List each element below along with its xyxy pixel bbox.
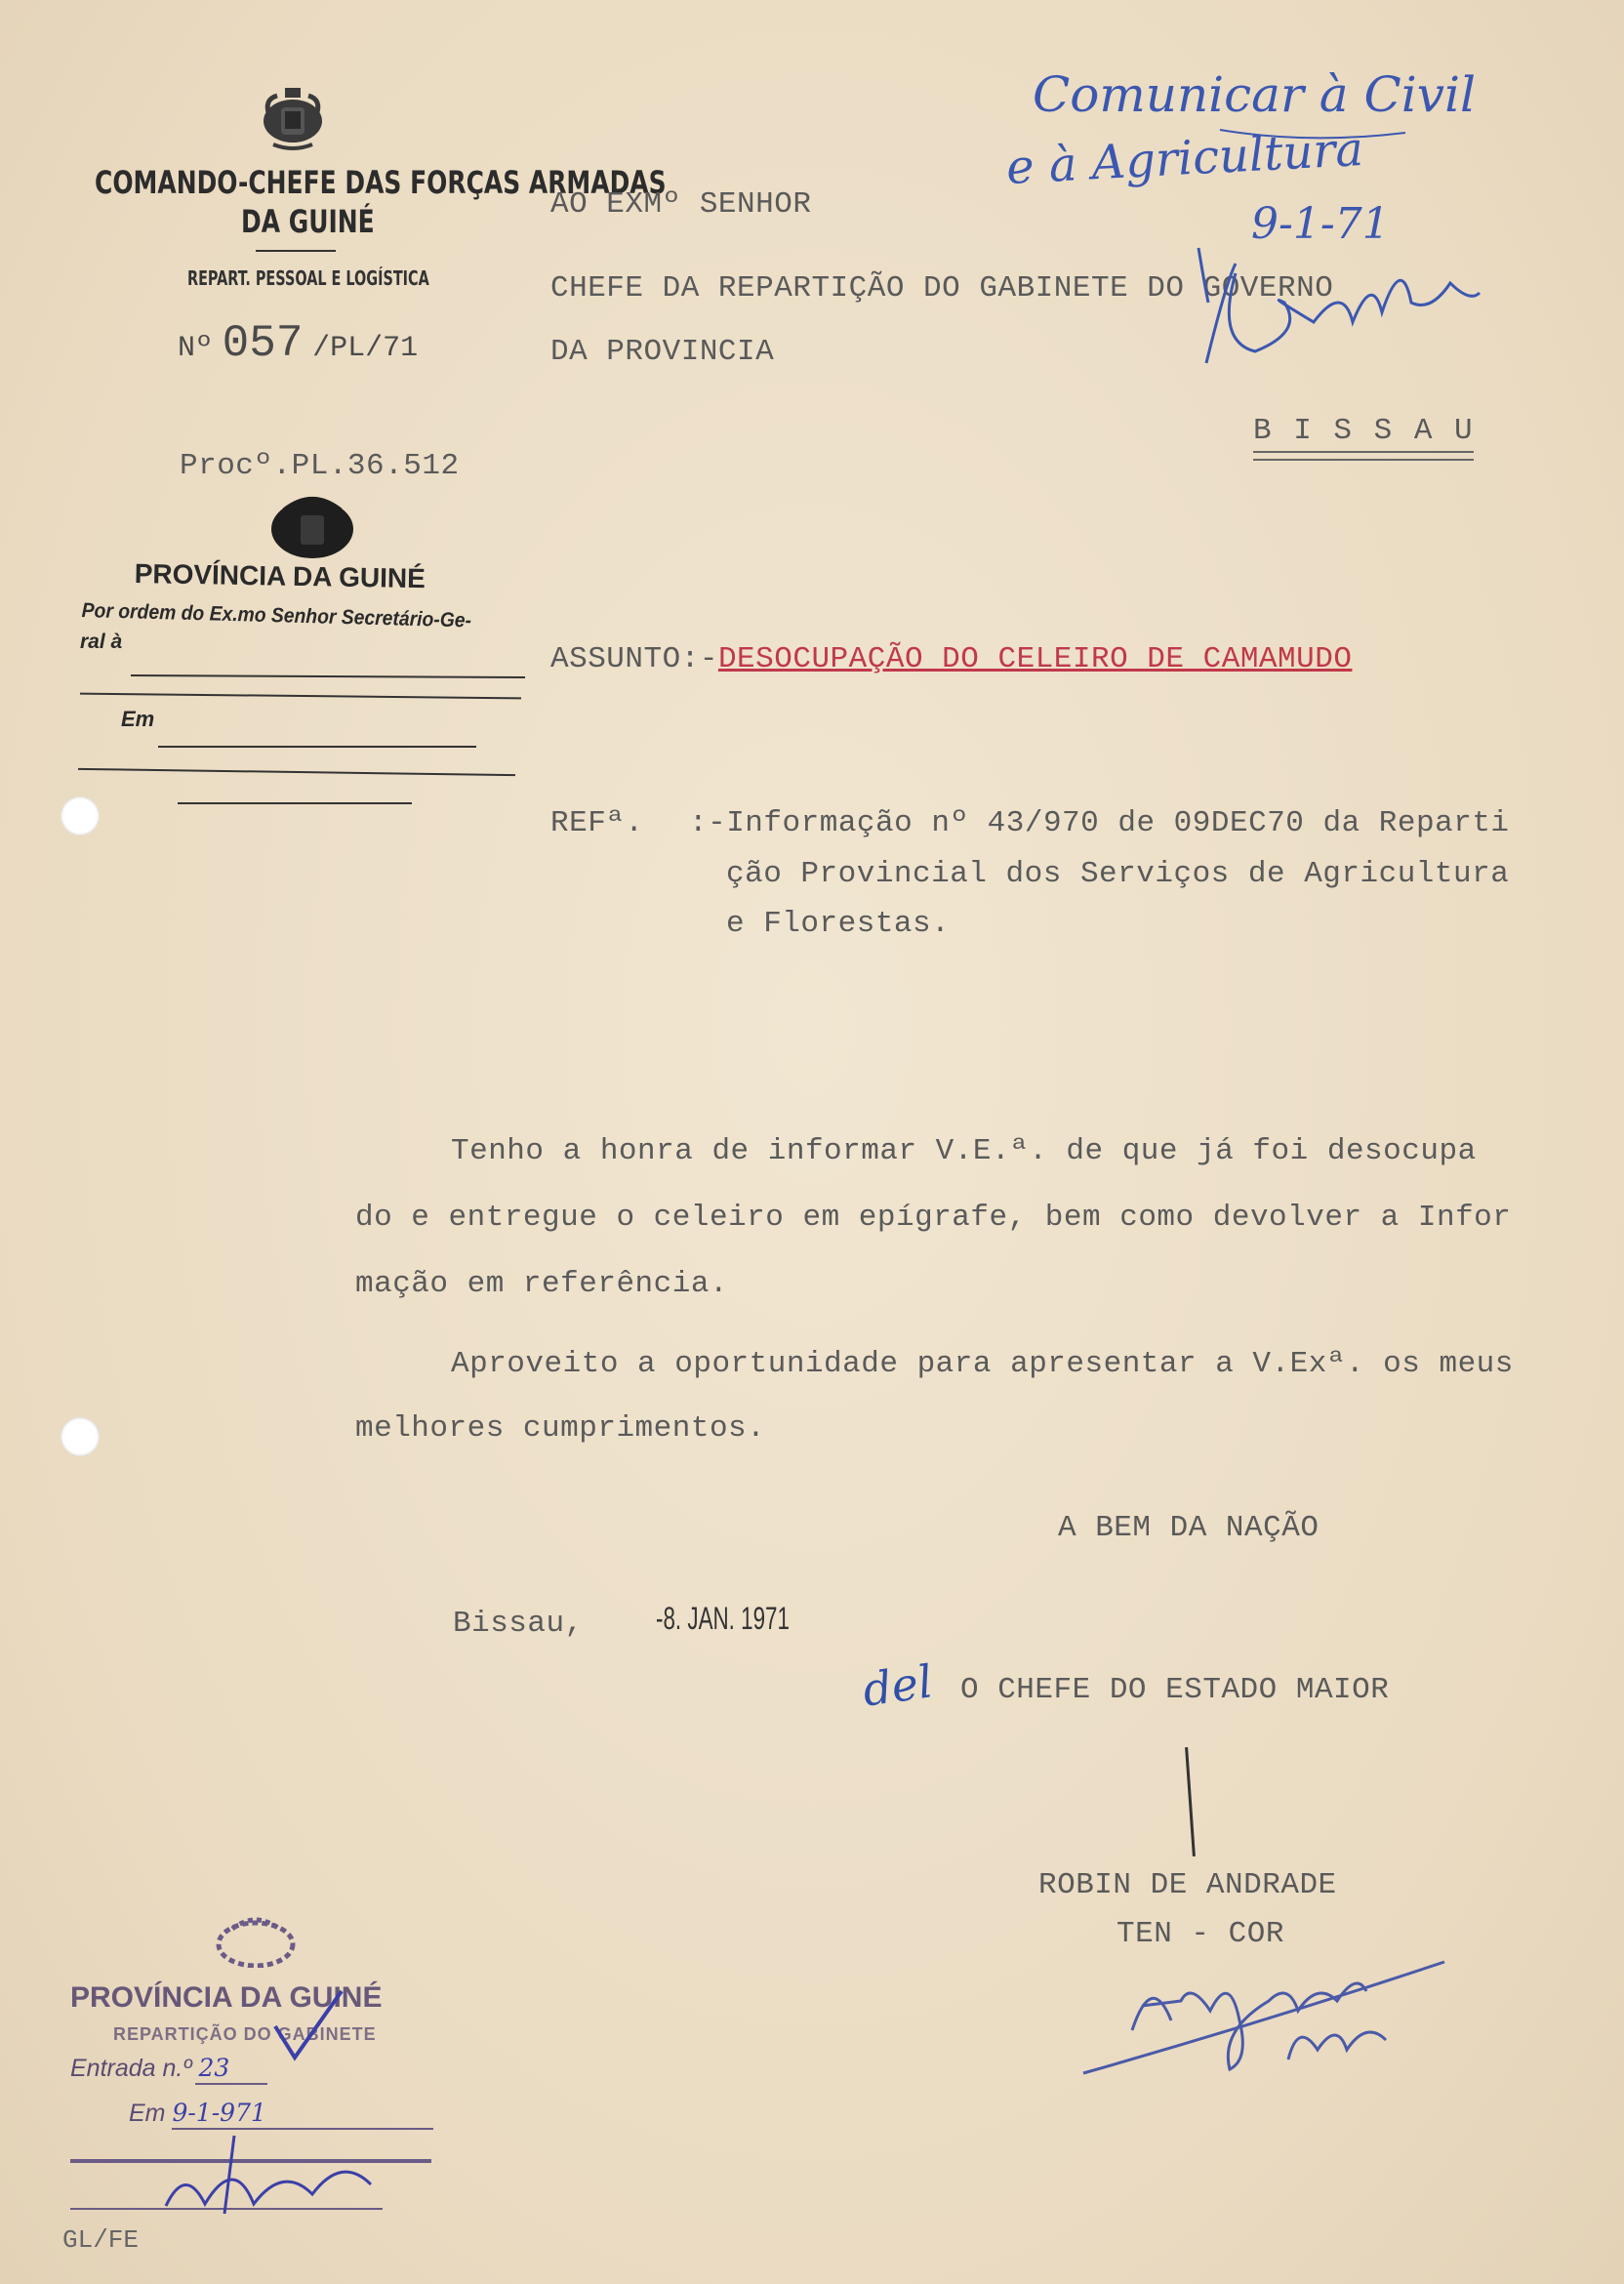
letterhead-divider <box>256 250 336 252</box>
body-p1-line2: do e entregue o celeiro em epígrafe, bem como devolver a Infor <box>355 1201 1512 1235</box>
stamp-bottom-entry-number: 23 <box>198 2054 230 2082</box>
stamp-top-title: PROVÍNCIA DA GUINÉ <box>134 558 426 594</box>
stamp-bottom-entry-label: Entrada n.º <box>70 2055 192 2082</box>
reference-line3: e Florestas. <box>726 907 951 941</box>
reference-line2: ção Provincial dos Serviços de Agricultura <box>726 857 1510 891</box>
number-prefix: Nº <box>178 332 214 365</box>
signature-top <box>1197 244 1489 381</box>
handwritten-note-date: 9-1-71 <box>1251 199 1390 249</box>
coat-of-arms-icon <box>256 80 330 154</box>
process-number: Procº.PL.36.512 <box>180 449 460 483</box>
reference-label: REFª. <box>550 806 644 840</box>
stamp-bottom-em-label: Em <box>129 2100 166 2127</box>
city-double-underline <box>1253 451 1474 461</box>
letterhead-department: REPART. PESSOAL E LOGÍSTICA <box>187 266 429 290</box>
stamp-bottom-initials <box>146 2126 400 2233</box>
subject-label: ASSUNTO:- <box>550 642 718 676</box>
stamp-blank-line-1 <box>131 674 525 678</box>
body-p1-line1: Tenho a honra de informar V.E.ª. de que já foi desocupa <box>451 1134 1477 1168</box>
stamp-top-em-label: Em <box>121 707 155 731</box>
stamp-bottom-title: PROVÍNCIA DA GUINÉ <box>70 1981 383 2014</box>
closing-role: O CHEFE DO ESTADO MAIOR <box>960 1673 1390 1707</box>
signature-bottom <box>1074 1913 1464 2089</box>
reference-number <box>178 318 418 369</box>
stamp-bottom-em <box>129 2099 266 2128</box>
closing-name: ROBIN DE ANDRADE <box>1038 1868 1337 1902</box>
closing-rank: TEN - COR <box>1116 1917 1284 1951</box>
handwritten-note-line2: e à Agricultura <box>1004 121 1365 195</box>
footer-initials: GL/FE <box>62 2225 140 2255</box>
addressee-line1: AO EXMº SENHOR <box>550 187 812 222</box>
stamp-top-line2: ral à <box>80 631 123 653</box>
stamp-blank-line-3 <box>158 746 476 748</box>
number-value: 057 <box>222 318 304 369</box>
stamp-bottom-subtitle: REPARTIÇÃO DO GABINETE <box>113 2024 377 2044</box>
body-p1-line3: mação em referência. <box>355 1267 729 1301</box>
stamp-blank-line-5 <box>178 802 412 804</box>
handwritten-note-line1: Comunicar à Civil <box>1033 66 1476 123</box>
body-p2-line1: Aproveito a oportunidade para apresentar a V.Exª. os meus <box>451 1347 1514 1381</box>
stamp-bottom-em-date: 9-1-971 <box>172 2099 266 2127</box>
stamp-bottom-crest-icon <box>211 1911 301 1968</box>
closing-date-stamp: -8. JAN. 1971 <box>656 1601 790 1636</box>
closing-motto: A BEM DA NAÇÃO <box>1058 1511 1320 1545</box>
stamp-blank-line-4 <box>78 768 515 776</box>
stamp-bottom-entry <box>70 2054 229 2083</box>
number-suffix: /PL/71 <box>312 332 419 365</box>
signature-vertical-stroke <box>1185 1747 1196 1856</box>
addressee-line3: DA PROVINCIA <box>550 335 775 369</box>
letterhead-title-line2: DA GUINÉ <box>241 203 375 240</box>
addressee-city: B I S S A U <box>1253 414 1475 448</box>
closing-hand-mark: del <box>859 1654 936 1717</box>
checkmark-icon <box>269 1987 347 2065</box>
addressee-line2: CHEFE DA REPARTIÇÃO DO GABINETE DO GOVERNO <box>550 271 1334 306</box>
subject-line <box>550 642 1352 676</box>
closing-place: Bissau, <box>453 1607 584 1641</box>
body-p2-line2: melhores cumprimentos. <box>355 1411 766 1446</box>
stamp-crest-icon <box>265 494 359 564</box>
punch-hole-lower <box>61 1417 100 1456</box>
stamp-top-line1: Por ordem do Ex.mo Senhor Secretário-Ge- <box>81 599 472 632</box>
stamp-bottom-line-1 <box>195 2083 267 2085</box>
stamp-blank-line-2 <box>80 693 521 700</box>
subject-text: DESOCUPAÇÃO DO CELEIRO DE CAMAMUDO <box>717 642 1353 676</box>
reference-line1: :-Informação nº 43/970 de 09DEC70 da Reparti <box>689 806 1510 840</box>
letterhead-title-line1: COMANDO-CHEFE DAS FORÇAS ARMADAS <box>95 164 667 201</box>
punch-hole-upper <box>61 796 100 836</box>
